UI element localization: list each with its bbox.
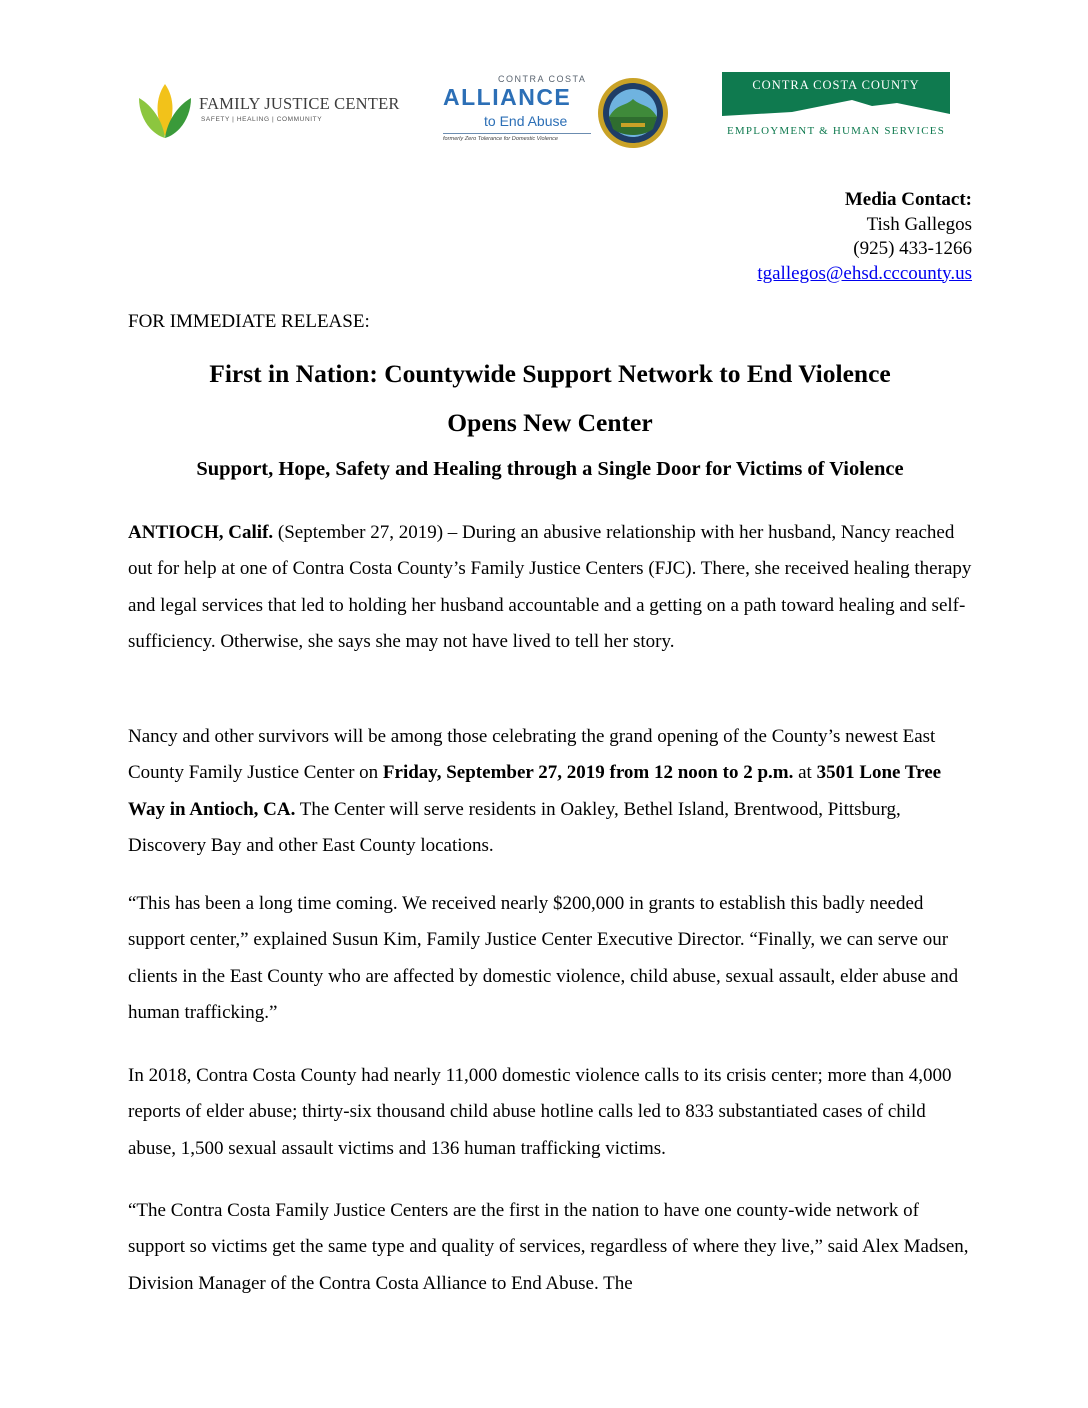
- mountain-icon: [722, 94, 950, 116]
- media-contact: [757, 188, 972, 286]
- headline-line-1: First in Nation: Countywide Support Network to End Violence: [209, 359, 891, 388]
- alliance-logo: [440, 74, 672, 146]
- paragraph-5: “The Contra Costa Family Justice Centers are the first in the nation to have one county-wide network of support so victims get the same type and quality of services, regardless of where they live,” said Alex Madsen, Division Manager of the Contra Costa Alliance to End Abuse. The: [128, 1200, 969, 1294]
- alliance-top-text: CONTRA COSTA: [498, 74, 587, 84]
- paragraph-1-text: (September 27, 2019) – During an abusive relationship with her husband, Nancy reached out for help at one of Contra Costa County’s Family Justice Centers (FJC). There, she received healing therapy and legal services that led to holding her husband accountable and a getting on a path toward healing and self-sufficiency. Otherwise, she says she may not have lived to tell her story.: [128, 522, 972, 652]
- fjc-name: FAMILY JUSTICE CENTER: [199, 94, 400, 113]
- paragraph-2-text-c: at: [793, 762, 817, 784]
- county-title: CONTRA COSTA COUNTY: [752, 78, 920, 92]
- event-date: Friday, September 27, 2019 from 12 noon to 2 p.m.: [382, 762, 794, 784]
- alliance-main-text: ALLIANCE: [443, 84, 572, 110]
- media-contact-label: Media Contact:: [844, 189, 972, 210]
- county-logo-banner: [722, 72, 950, 116]
- headline-line-2: Opens New Center: [447, 408, 653, 437]
- paragraph-4: In 2018, Contra Costa County had nearly 11,000 domestic violence calls to its crisis center; more than 4,000 reports of elder abuse; thirty-six thousand child abuse hotline calls led to 833 substantiated cases of child abuse, 1,500 sexual assault victims and 136 human trafficking victims.: [128, 1065, 952, 1159]
- leaf-icon: [135, 78, 195, 142]
- alliance-sub-text: to End Abuse: [484, 113, 568, 129]
- alliance-note: formerly Zero Tolerance for Domestic Violence: [443, 136, 559, 142]
- paragraph-2-text-e: The Center will serve residents in Oakley, Bethel Island, Brentwood, Pittsburg, Discovery Bay and other East County locations.: [128, 798, 901, 856]
- fjc-tagline: SAFETY | HEALING | COMMUNITY: [201, 116, 323, 123]
- event-address: 3501 Lone Tree Way in Antioch, CA.: [128, 762, 942, 820]
- county-seal-icon: [597, 77, 669, 149]
- paragraph-3: “This has been a long time coming. We received nearly $200,000 in grants to establish this badly needed support center,” explained Susun Kim, Family Justice Center Executive Director. “Finally, we can serve our clients in the East County who are affected by domestic violence, child abuse, sexual assault, elder abuse and human trafficking.”: [128, 893, 959, 1023]
- county-subtitle: EMPLOYMENT & HUMAN SERVICES: [726, 125, 946, 137]
- alliance-divider: [443, 133, 591, 134]
- subheadline: Support, Hope, Safety and Healing through a Single Door for Victims of Violence: [196, 458, 904, 480]
- paragraph-2: [128, 719, 978, 864]
- family-justice-center-logo: [135, 76, 400, 142]
- release-label: FOR IMMEDIATE RELEASE:: [128, 311, 370, 332]
- paragraph-1: [128, 515, 978, 660]
- paragraph-2-text-a: Nancy and other survivors will be among those celebrating the grand opening of the County’s newest East County Family Justice Center on: [128, 726, 936, 784]
- contact-email-link[interactable]: tgallegos@ehsd.cccounty.us: [757, 262, 972, 284]
- contact-phone: (925) 433-1266: [853, 238, 972, 259]
- contra-costa-county-logo: [722, 72, 950, 142]
- dateline: ANTIOCH, Calif.: [128, 522, 274, 543]
- contact-name: Tish Gallegos: [866, 213, 972, 235]
